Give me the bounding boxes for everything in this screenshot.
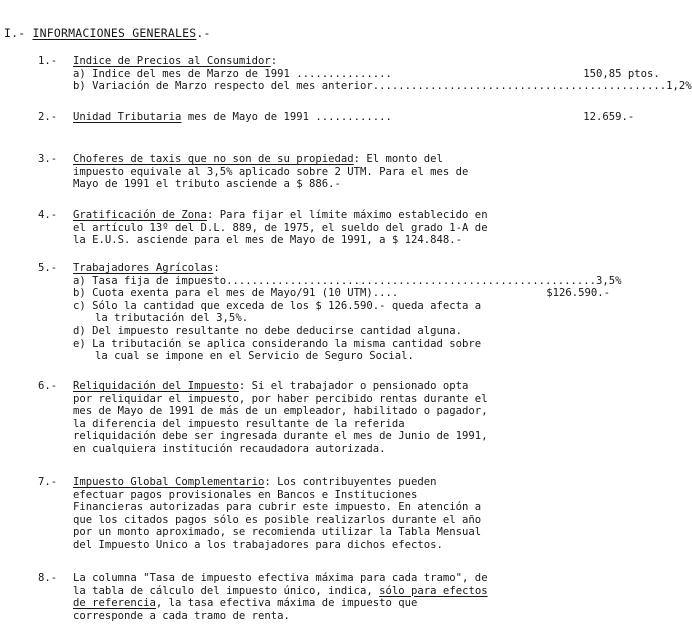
section-number: I.-	[4, 26, 26, 40]
cpi-variation-row: b) Variación de Marzo respecto del mes anterior .............................................. 1,2%	[73, 80, 692, 93]
section-title: INFORMACIONES GENERALES	[32, 26, 197, 40]
item-title: Indice de Precios al Consumidor	[73, 55, 271, 67]
item-number: 5.-	[38, 262, 58, 274]
tax-unit-value: 12.659.-	[583, 111, 635, 123]
item-number: 2.-	[38, 111, 58, 123]
item-number: 1.-	[38, 55, 58, 67]
flat-rate-row: a) Tasa fija de impuesto .......................................................... 3,5%	[73, 274, 622, 287]
cpi-march-row: a) Indice del mes de Marzo de 1991 ............... 150,85 ptos.	[73, 67, 660, 80]
item-number: 3.-	[38, 153, 58, 165]
exempt-quota-value: $126.590.-	[546, 287, 610, 300]
item-number: 4.-	[38, 209, 58, 221]
exempt-quota-row: b) Cuota exenta para el mes de Mayo/91 (10 UTM).... $126.590.-	[73, 287, 610, 300]
item-title: Gratificación de Zona	[73, 209, 207, 221]
item-title: Impuesto Global Complementario	[73, 476, 265, 488]
item-number: 7.-	[38, 476, 58, 488]
item-title: Unidad Tributaria	[73, 111, 182, 123]
document-page: I.- INFORMACIONES GENERALES.- 1.- Indice de Precios al Consumidor: a) Indice del mes de Marzo de 1991 ............... 150,85 ptos. b) Variación de Marzo respecto del mes anterior .............................................. 1,2% 2.- Unidad Tributaria mes de Mayo de 1991 ............ 12.659.- 3.- Choferes de taxis que no son de su propiedad: El monto del impuesto equivale al 3,5% aplicado sobre 2 UTM. Para el mes de Mayo de 1991 el tributo asciende a $ 886.- 4.- Gratificación de Zona: Para fijar el límite máximo establecido en el artículo 13º del D.L. 889, de 1975, el sueldo del grado 1-A de la E.U.S. asciende para el mes de Mayo de 1991, a $ 124.848.- 5.- Trabajadores Agrícolas: a) Tasa fija de impuesto .......................................................... 3,5% b) Cuota exenta para el mes de Mayo/91 (10 UTM).... $126.590.- c) Sólo la cantidad que exceda de los $ 126.590.- queda afecta a la tributación del 3,5%. d) Del impuesto resultante no debe deducirse cantidad alguna. e) La tributación se aplica considerando la misma cantidad sobre la cual se impone en el Servicio de Seguro Social. 6.- Reliquidación del Impuesto: Si el trabajador o pensionado opta por reliquidar el impuesto, por haber percibido rentas durante el mes de Mayo de 1991 de más de un empleador, habilitado o pagador, la diferencia del impuesto resultante de la referida reliquidación debe ser ingresada durante el mes de Junio de 1991, en cualquiera institución recaudadora autorizada. 7.- Impuesto Global Complementario: Los contribuyentes pueden efectuar pagos provisionales en Bancos e Instituciones Financieras autorizadas para cubrir este impuesto. En atención a que los citados pagos sólo es posible realizarlos durante el año por un monto aproximado, se recomienda utilizar la Tabla Mensual del Impuesto Unico a los trabajadores para dichos efectos. 8.- La columna "Tasa de impuesto efectiva máxima para cada tramo", de la tabla de cálculo del impuesto único, indica, sólo para efectos de referencia, la tasa efectiva máxima de impuesto que corresponde a cada tramo de renta.	[4, 26, 692, 622]
item-title: Choferes de taxis que no son de su propiedad	[73, 153, 354, 165]
item-title: Trabajadores Agrícolas	[73, 262, 214, 274]
item-number: 8.-	[38, 572, 58, 584]
cpi-variation-value: 1,2%	[666, 80, 692, 93]
cpi-march-value: 150,85 ptos.	[583, 67, 660, 80]
flat-rate-value: 3,5%	[596, 274, 622, 287]
item-number: 6.-	[38, 380, 58, 392]
section-heading	[4, 26, 211, 40]
item-title: Reliquidación del Impuesto	[73, 380, 239, 392]
section-suffix: .-	[196, 26, 211, 40]
